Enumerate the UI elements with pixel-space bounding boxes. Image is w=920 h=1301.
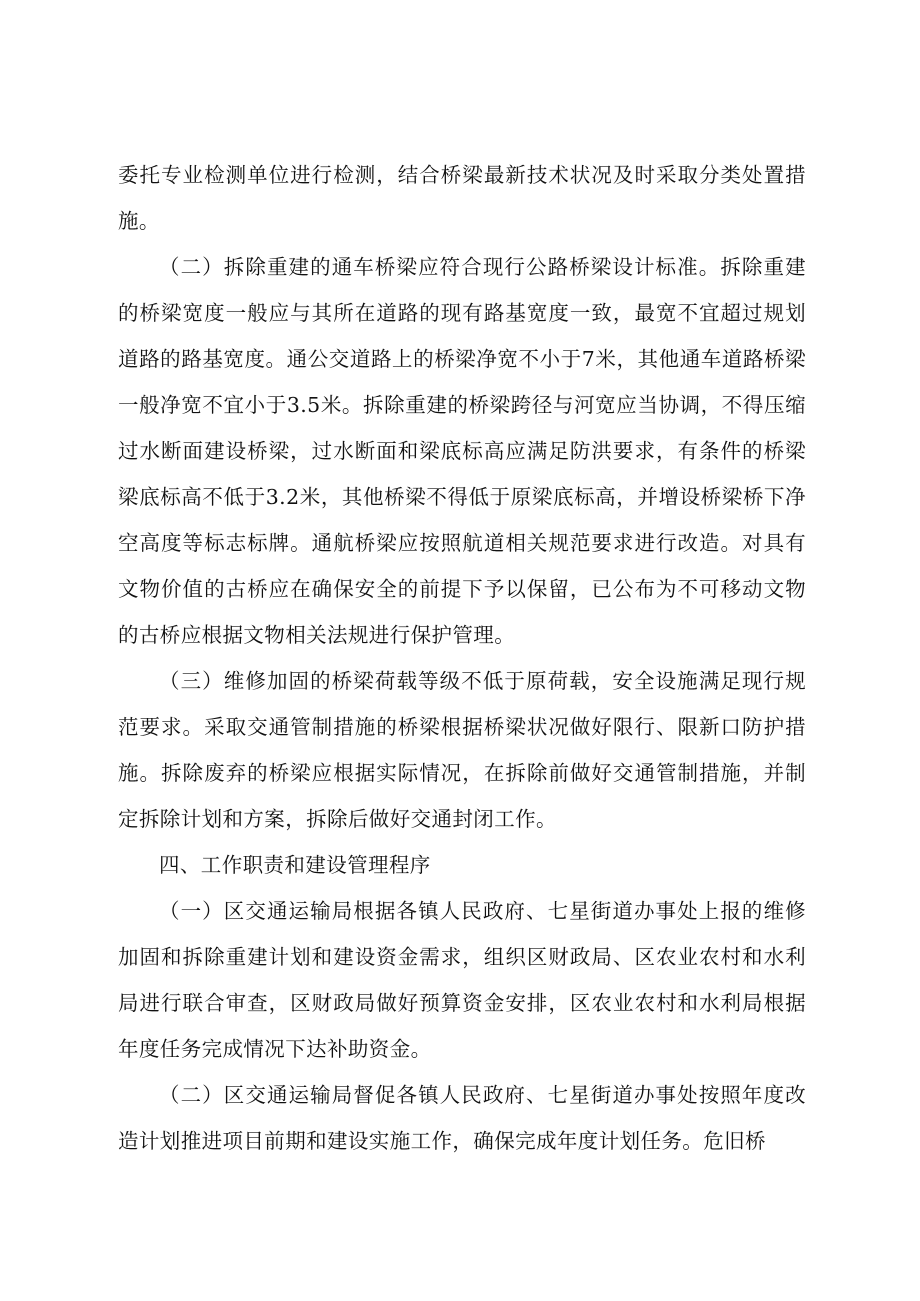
paragraph-transport-bureau-supervision: （二）区交通运输局督促各镇人民政府、七星街道办事处按照年度改造计划推进项目前期和建设实施工作，确保完成年度计划任务。危旧桥 [118, 1083, 806, 1153]
section-heading-responsibilities: 四、工作职责和建设管理程序 [159, 853, 431, 877]
paragraph-continuation: 委托专业检测单位进行检测，结合桥梁最新技术状况及时采取分类处置措施。 [118, 163, 806, 233]
paragraph-transport-bureau-review: （一）区交通运输局根据各镇人民政府、七星街道办事处上报的维修加固和拆除重建计划和建设资金需求，组织区财政局、区农业农村和水利局进行联合审查，区财政局做好预算资金安排，区农业农村和水利局根据年度任务完成情况下达补助资金。 [118, 899, 806, 1061]
paragraph-reinforcement-requirements: （三）维修加固的桥梁荷载等级不低于原荷载，安全设施满足现行规范要求。采取交通管制措施的桥梁根据桥梁状况做好限行、限新口防护措施。拆除废弃的桥梁应根据实际情况，在拆除前做好交通管制措施，并制定拆除计划和方案，拆除后做好交通封闭工作。 [118, 669, 806, 831]
paragraph-reconstruction-standards: （二）拆除重建的通车桥梁应符合现行公路桥梁设计标准。拆除重建的桥梁宽度一般应与其所在道路的现有路基宽度一致，最宽不宜超过规划道路的路基宽度。通公交道路上的桥梁净宽不小于7米，其他通车道路桥梁一般净宽不宜小于3.5米。拆除重建的桥梁跨径与河宽应当协调，不得压缩过水断面建设桥梁，过水断面和梁底标高应满足防洪要求，有条件的桥梁梁底标高不低于3.2米，其他桥梁不得低于原梁底标高，并增设桥梁桥下净空高度等标志标牌。通航桥梁应按照航道相关规范要求进行改造。对具有文物价值的古桥应在确保安全的前提下予以保留，已公布为不可移动文物的古桥应根据文物相关法规进行保护管理。 [118, 255, 806, 647]
document-body [118, 152, 806, 1164]
